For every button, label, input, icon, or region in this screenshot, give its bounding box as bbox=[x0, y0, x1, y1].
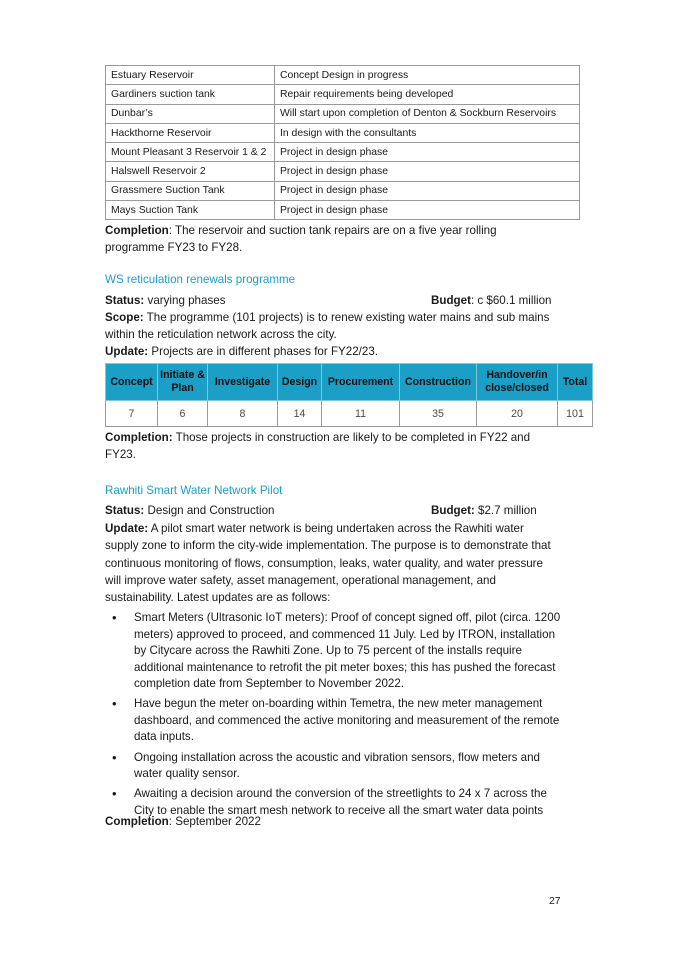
update-text: Projects are in different phases for FY22/23. bbox=[148, 345, 379, 358]
table-row bbox=[106, 401, 593, 427]
reservoir-status: Concept Design in progress bbox=[275, 66, 580, 85]
table-row bbox=[106, 181, 580, 200]
reservoir-status: Project in design phase bbox=[275, 181, 580, 200]
table-cell: 101 bbox=[558, 401, 593, 427]
table-row bbox=[106, 123, 580, 142]
reservoir-status-table bbox=[105, 65, 580, 220]
budget-value: : c $60.1 million bbox=[470, 294, 552, 307]
completion-text: : The reservoir and suction tank repairs are on a five year rolling programme FY23 to FY28. bbox=[105, 224, 497, 255]
reservoir-name: Estuary Reservoir bbox=[106, 66, 275, 85]
completion-text: : September 2022 bbox=[168, 815, 261, 828]
reservoir-name: Halswell Reservoir 2 bbox=[106, 162, 275, 181]
completion-label: Completion bbox=[105, 224, 169, 237]
update-label: Update: bbox=[105, 345, 149, 358]
reservoir-status: Project in design phase bbox=[275, 162, 580, 181]
table-cell: 35 bbox=[400, 401, 477, 427]
table-cell: 14 bbox=[278, 401, 322, 427]
table-header-row bbox=[106, 364, 593, 401]
reservoir-name: Mount Pleasant 3 Reservoir 1 & 2 bbox=[106, 143, 275, 162]
table-row bbox=[106, 104, 580, 123]
rawhiti-update-list bbox=[105, 610, 565, 823]
table-cell: 20 bbox=[477, 401, 558, 427]
completion-label: Completion: bbox=[105, 431, 173, 444]
page-number: 27 bbox=[549, 896, 561, 907]
reservoir-name: Dunbar’s bbox=[106, 104, 275, 123]
reservoir-status: Will start upon completion of Denton & Sockburn Reservoirs bbox=[275, 104, 580, 123]
column-header: Construction bbox=[400, 364, 477, 401]
scope-text: The programme (101 projects) is to renew existing water mains and sub mains within the reticulation network across the city. bbox=[105, 311, 550, 342]
scope-label: Scope: bbox=[105, 311, 144, 324]
table-row bbox=[106, 85, 580, 104]
ws-section-heading: WS reticulation renewals programme bbox=[105, 273, 296, 286]
table-cell: 8 bbox=[208, 401, 278, 427]
budget bbox=[431, 292, 552, 309]
status-label: Status: bbox=[105, 294, 145, 307]
status-label: Status: bbox=[105, 504, 145, 517]
table-cell: 11 bbox=[322, 401, 400, 427]
ws-update bbox=[105, 343, 378, 360]
reservoir-status: Repair requirements being developed bbox=[275, 85, 580, 104]
ws-completion bbox=[105, 429, 545, 464]
column-header: Procurement bbox=[322, 364, 400, 401]
reservoir-status: In design with the consultants bbox=[275, 123, 580, 142]
list-item: • Have begun the meter on-boarding within Temetra, the new meter management dashboard, and commenced the active monitoring and measurement of the remote data inputs. bbox=[105, 696, 565, 746]
status-value: Design and Construction bbox=[144, 504, 275, 517]
update-label: Update: bbox=[105, 522, 149, 535]
table-row bbox=[106, 201, 580, 220]
reservoir-status: Project in design phase bbox=[275, 143, 580, 162]
status-value: varying phases bbox=[144, 294, 226, 307]
list-item: • Ongoing installation across the acoustic and vibration sensors, flow meters and water quality sensor. bbox=[105, 750, 565, 783]
completion-label: Completion bbox=[105, 815, 169, 828]
reservoir-name: Grassmere Suction Tank bbox=[106, 181, 275, 200]
reservoir-name: Hackthorne Reservoir bbox=[106, 123, 275, 142]
budget-label: Budget bbox=[431, 294, 471, 307]
reservoir-status: Project in design phase bbox=[275, 201, 580, 220]
reservoir-name: Mays Suction Tank bbox=[106, 201, 275, 220]
column-header: Total bbox=[558, 364, 593, 401]
table-cell: 6 bbox=[158, 401, 208, 427]
list-item: • Smart Meters (Ultrasonic IoT meters): Proof of concept signed off, pilot (circa. 1200 meters) approved to proceed, and commenced 11 July. Led by ITRON, installation by Citycare across the Rawhiti Zone. Up to 75 percent of the installs require additional maintenance to retrofit the pit meter boxes; this has pushed the forecast completion date from September to November 2022. bbox=[105, 610, 565, 693]
column-header: Concept bbox=[106, 364, 158, 401]
table-row bbox=[106, 66, 580, 85]
budget-label: Budget: bbox=[431, 504, 475, 517]
list-item: • Awaiting a decision around the conversion of the streetlights to 24 x 7 across the City to enable the smart mesh network to receive all the smart water data points bbox=[105, 786, 565, 819]
column-header: Handover/in close/closed bbox=[477, 364, 558, 401]
update-text: A pilot smart water network is being undertaken across the Rawhiti water supply zone to inform the city-wide implementation. The purpose is to demonstrate that continuous monitoring of flows, consumption, leaks, water quality, and water pressure will improve water safety, asset management, operational management, and sustainability. Latest updates are as follows: bbox=[105, 522, 551, 605]
rawhiti-status-row bbox=[105, 502, 575, 519]
rawhiti-completion bbox=[105, 813, 261, 830]
completion-text: Those projects in construction are likely to be completed in FY22 and FY23. bbox=[105, 431, 531, 462]
budget bbox=[431, 502, 537, 519]
table-row bbox=[106, 143, 580, 162]
programme-phase-table bbox=[105, 363, 593, 427]
table-cell: 7 bbox=[106, 401, 158, 427]
reservoir-name: Gardiners suction tank bbox=[106, 85, 275, 104]
reservoir-completion bbox=[105, 222, 525, 257]
ws-scope bbox=[105, 309, 555, 344]
column-header: Initiate & Plan bbox=[158, 364, 208, 401]
column-header: Investigate bbox=[208, 364, 278, 401]
ws-status-row bbox=[105, 292, 575, 309]
table-row bbox=[106, 162, 580, 181]
rawhiti-update bbox=[105, 520, 559, 606]
budget-value: $2.7 million bbox=[474, 504, 537, 517]
rawhiti-section-heading: Rawhiti Smart Water Network Pilot bbox=[105, 484, 283, 497]
column-header: Design bbox=[278, 364, 322, 401]
